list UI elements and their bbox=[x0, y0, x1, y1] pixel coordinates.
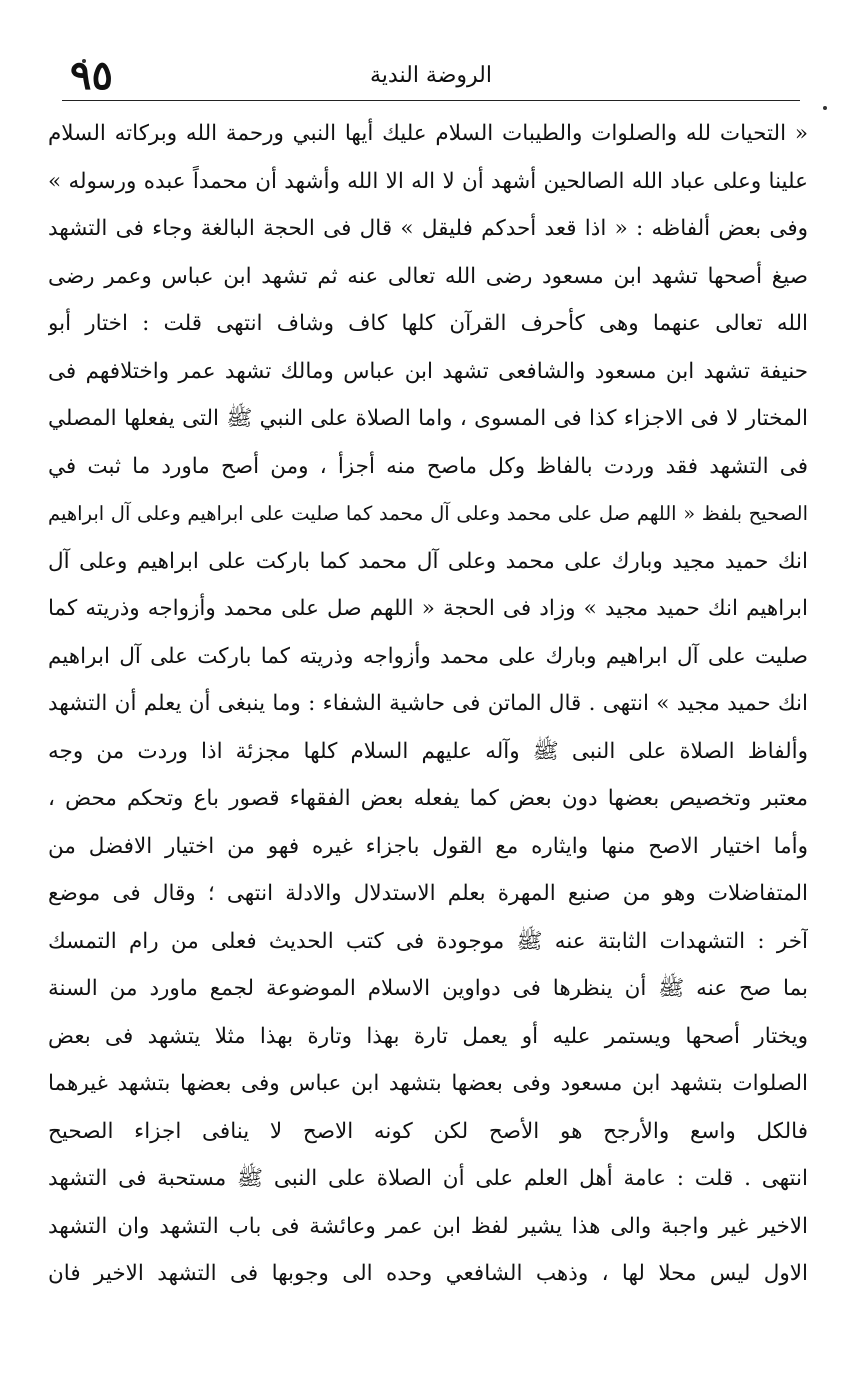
text-line: انك حميد مجيد وبارك على محمد وعلى آل محمد كما باركت على ابراهيم وعلى آل bbox=[48, 548, 808, 574]
ink-speck bbox=[823, 106, 827, 110]
running-title: الروضة الندية bbox=[370, 63, 492, 88]
body-text bbox=[48, 110, 808, 1298]
text-line: وفى بعض ألفاظه : « اذا قعد أحدكم فليقل » قال فى الحجة البالغة وجاء فى التشهد bbox=[48, 216, 808, 241]
text-line: علينا وعلى عباد الله الصالحين أشهد أن لا اله الا الله وأشهد أن محمداً عبده ورسوله » bbox=[48, 168, 808, 194]
text-line: الصحيح بلفظ « اللهم صل على محمد وعلى آل محمد كما صليت على ابراهيم وعلى آل ابراهيم bbox=[48, 502, 808, 525]
text-line: المختار لا فى الاجزاء كذا فى المسوى ، واما الصلاة على النبي ﷺ التى يفعلها المصلي bbox=[48, 406, 808, 431]
text-line: ابراهيم انك حميد مجيد » وزاد فى الحجة « اللهم صل على محمد وأزواجه وذريته كما bbox=[48, 596, 808, 621]
text-line: حنيفة تشهد ابن مسعود والشافعى تشهد ابن عباس ومالك تشهد عمر واختلافهم فى bbox=[48, 358, 808, 384]
text-line: آخر : التشهدات الثابتة عنه ﷺ موجودة فى كتب الحديث فعلى من رام التمسك bbox=[48, 928, 808, 954]
text-line: الاخير غير واجبة والى هذا يشير لفظ ابن عمر وعائشة فى باب التشهد وان التشهد bbox=[48, 1213, 808, 1239]
text-line: فالكل واسع والأرجح هو الأصح لكن كونه الاصح لا ينافى اجزاء الصحيح bbox=[48, 1118, 808, 1144]
text-line: الاول ليس محلا لها ، وذهب الشافعي وحده الى وجوبها فى التشهد الاخير فان bbox=[48, 1261, 808, 1286]
text-line: انتهى . قلت : عامة أهل العلم على أن الصلاة على النبى ﷺ مستحبة فى التشهد bbox=[48, 1166, 808, 1191]
text-line: بما صح عنه ﷺ أن ينظرها فى دواوين الاسلام الموضوعة لجمع ماورد من السنة bbox=[48, 976, 808, 1001]
text-line: صيغ أصحها تشهد ابن مسعود رضى الله تعالى عنه ثم تشهد ابن عباس وعمر رضى bbox=[48, 263, 808, 289]
text-line: وألفاظ الصلاة على النبى ﷺ وآله عليهم السلام كلها مجزئة اذا وردت من وجه bbox=[48, 738, 808, 764]
text-line: ويختار أصحها ويستمر عليه أو يعمل تارة بهذا وتارة بهذا مثلا يتشهد فى بعض bbox=[48, 1023, 808, 1049]
header-rule bbox=[62, 100, 800, 101]
text-line: الصلوات بتشهد ابن مسعود وفى بعضها بتشهد ابن عباس وفى بعضها بتشهد غيرهما bbox=[48, 1071, 808, 1096]
text-line: الله تعالى عنهما وهى كأحرف القرآن كلها كاف وشاف انتهى قلت : اختار أبو bbox=[48, 311, 808, 336]
text-line: فى التشهد فقد وردت بالفاظ وكل ماصح منه أجزأ ، ومن أصح ماورد ما ثبت في bbox=[48, 453, 808, 479]
text-line: « التحيات لله والصلوات والطيبات السلام عليك أيها النبي ورحمة الله وبركاته السلام bbox=[48, 121, 808, 146]
text-line: وأما اختيار الاصح منها وايثاره مع القول باجزاء غيره فهو من اختيار الافضل من bbox=[48, 833, 808, 859]
text-line: صليت على آل ابراهيم وبارك على محمد وأزواجه وذريته كما باركت على آل ابراهيم bbox=[48, 643, 808, 669]
text-line: معتبر وتخصيص بعضها دون بعض كما يفعله بعض الفقهاء قصور باع وتحكم محض ، bbox=[48, 786, 808, 811]
text-line: انك حميد مجيد » انتهى . قال الماتن فى حاشية الشفاء : وما ينبغى أن يعلم أن التشهد bbox=[48, 691, 808, 716]
page-header bbox=[62, 52, 800, 100]
text-line: المتفاضلات وهو من صنيع المهرة بعلم الاستدلال والادلة انتهى ؛ وقال فى موضع bbox=[48, 881, 808, 906]
page-number: ٩٥ bbox=[70, 52, 113, 99]
